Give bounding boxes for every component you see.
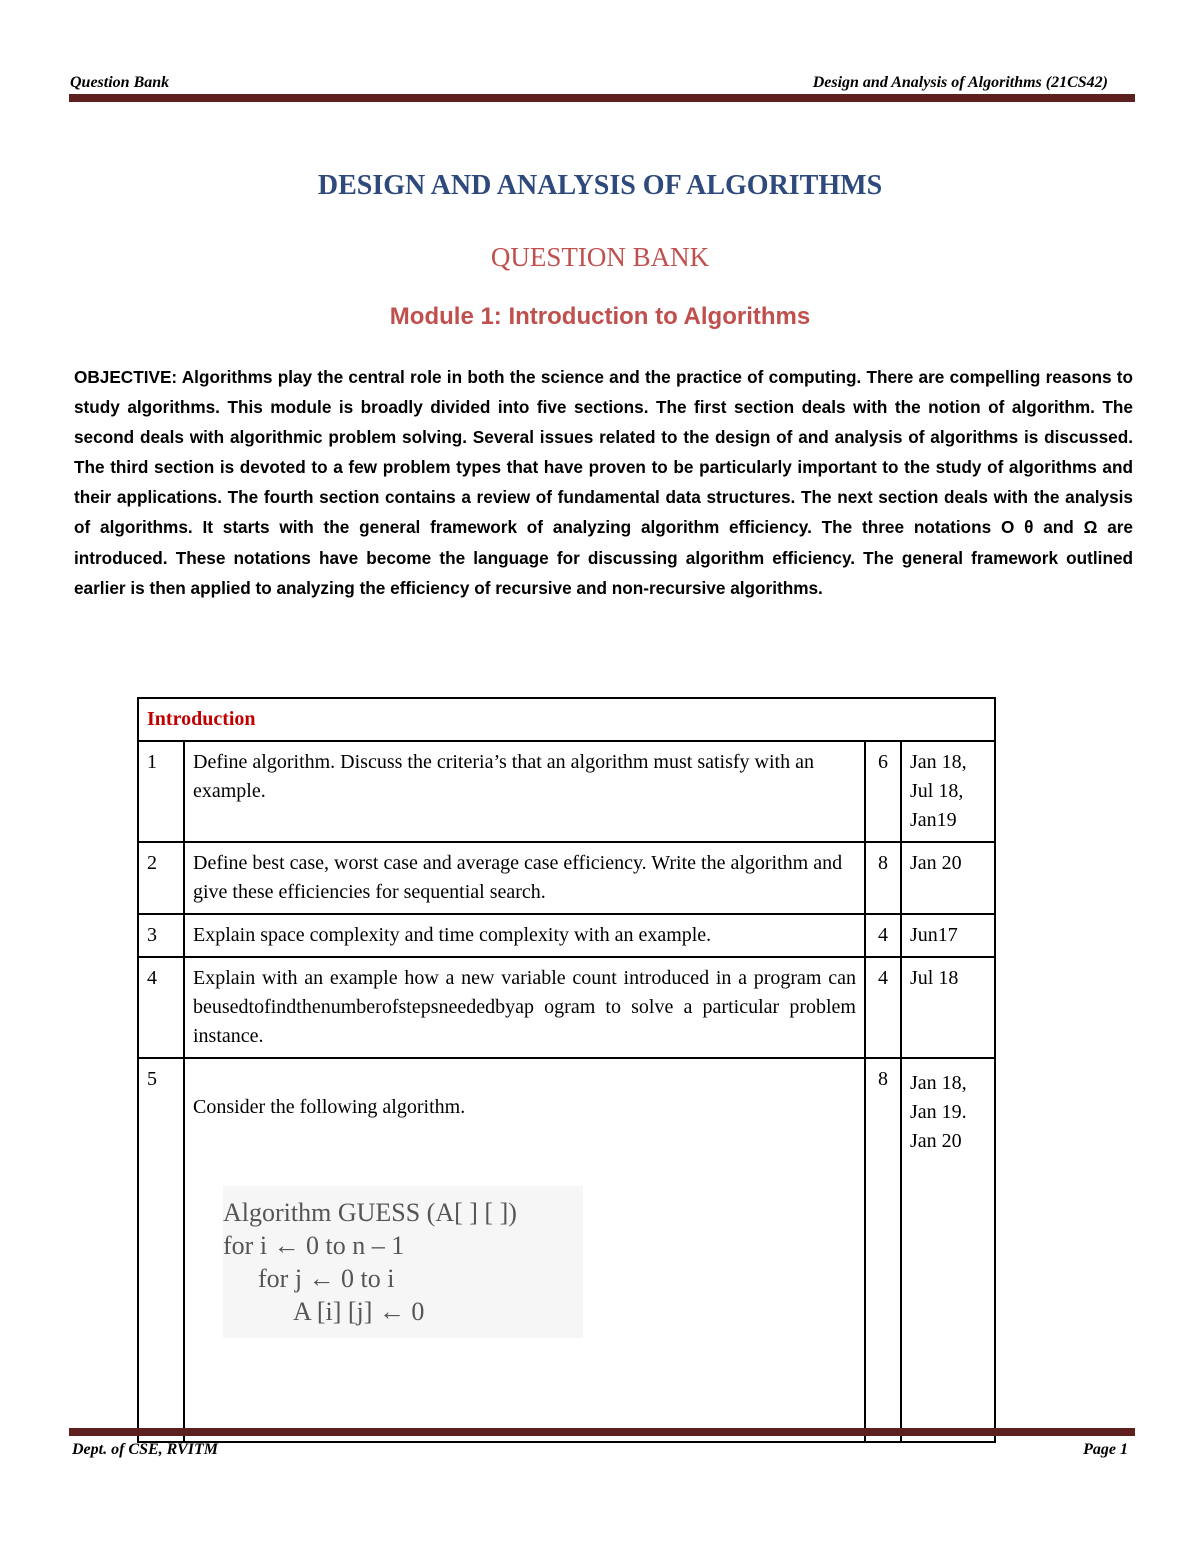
- question-dates: Jun17: [901, 914, 995, 957]
- table-row: [138, 1058, 995, 1442]
- objective-paragraph: OBJECTIVE: Algorithms play the central role in both the science and the practice of computing. There are compelling reasons to study algorithms. This module is broadly divided into five sections. The first section deals with the notion of algorithm. The second deals with algorithmic problem solving. Several issues related to the design of and analysis of algorithms is discussed. The third section is devoted to a few problem types that have proven to be particularly important to the study of algorithms and their applications. The fourth section contains a review of fundamental data structures. The next section deals with the analysis of algorithms. It starts with the general framework of analyzing algorithm efficiency. The three notations O θ and Ω are introduced. These notations have become the language for discussing algorithm efficiency. The general framework outlined earlier is then applied to analyzing the efficiency of recursive and non‑recursive algorithms.: [74, 367, 1133, 598]
- question-number: 3: [138, 914, 184, 957]
- question-text: Explain with an example how a new variable count introduced in a program can beusedtofindthenumberofstepsneededbyap ogram to solve a particular problem instance.: [184, 957, 865, 1058]
- algo-line: for j ← 0 to i: [258, 1264, 395, 1293]
- question-dates: Jan 18, Jan 19. Jan 20: [901, 1058, 995, 1442]
- question-cell: [184, 1058, 865, 1442]
- question-marks: 4: [865, 914, 901, 957]
- question-number: 5: [138, 1058, 184, 1442]
- question-number: 2: [138, 842, 184, 914]
- algo-line: Algorithm GUESS (A[ ] [ ]): [223, 1198, 517, 1227]
- table-row: [138, 914, 995, 957]
- question-table: [137, 697, 996, 1443]
- question-marks: 4: [865, 957, 901, 1058]
- module-heading: Module 1: Introduction to Algorithms: [389, 303, 811, 330]
- header-right: Design and Analysis of Algorithms (21CS42): [812, 74, 1108, 91]
- header-left: Question Bank: [70, 74, 170, 91]
- header-rule: [69, 94, 1135, 102]
- algo-line: for i ← 0 to n – 1: [223, 1231, 405, 1260]
- question-text: Consider the following algorithm.: [193, 1096, 466, 1118]
- question-text: Define best case, worst case and average case efficiency. Write the algorithm and give these efficiencies for sequential search.: [184, 842, 865, 914]
- question-number: 4: [138, 957, 184, 1058]
- footer-left: Dept. of CSE, RVITM: [72, 1441, 218, 1458]
- table-row: [138, 842, 995, 914]
- algo-line: A [i] [j] ← 0: [293, 1297, 425, 1326]
- question-number: 1: [138, 741, 184, 842]
- question-text: Explain space complexity and time complexity with an example.: [184, 914, 865, 957]
- algorithm-image: [223, 1186, 583, 1338]
- table-row: [138, 957, 995, 1058]
- doc-title: DESIGN AND ANALYSIS OF ALGORITHMS: [317, 170, 883, 201]
- table-row: [138, 741, 995, 842]
- question-dates: Jan 20: [901, 842, 995, 914]
- section-heading: Introduction: [138, 698, 995, 741]
- question-marks: 8: [865, 1058, 901, 1442]
- question-marks: 8: [865, 842, 901, 914]
- question-dates: Jan 18, Jul 18, Jan19: [901, 741, 995, 842]
- doc-subtitle: QUESTION BANK: [490, 242, 710, 272]
- page-number: Page 1: [1083, 1441, 1128, 1458]
- question-text: Define algorithm. Discuss the criteria’s that an algorithm must satisfy with an example.: [184, 741, 865, 842]
- question-dates: Jul 18: [901, 957, 995, 1058]
- question-marks: 6: [865, 741, 901, 842]
- footer-rule: [69, 1428, 1135, 1436]
